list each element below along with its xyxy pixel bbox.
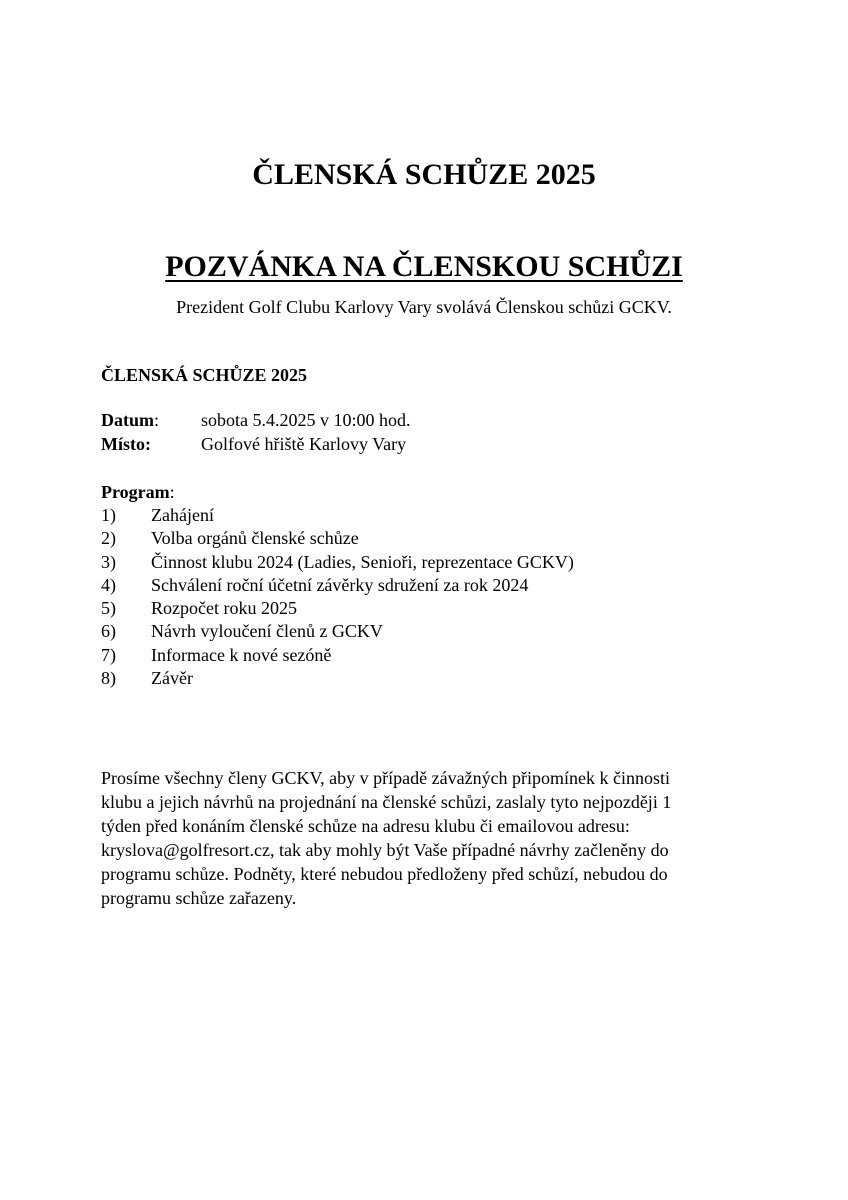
date-row: [101, 408, 411, 432]
note-line: programu schůze zařazeny.: [101, 888, 297, 908]
program-item-number: 8): [101, 668, 116, 689]
place-row: [101, 432, 406, 456]
note-line: klubu a jejich návrhů na projednání na členské schůzi, zaslaly tyto nejpozději 1: [101, 792, 672, 812]
program-item-text: Návrh vyloučení členů z GCKV: [151, 621, 383, 642]
program-item-number: 7): [101, 644, 116, 665]
program-heading-label: Program: [101, 482, 170, 502]
program-item: [101, 644, 574, 667]
program-item: [101, 620, 574, 643]
invitation-heading: POZVÁNKA NA ČLENSKOU SCHŮZI: [165, 250, 683, 283]
date-label-wrap: [101, 408, 201, 432]
program-item-number: 1): [101, 505, 116, 525]
program-heading: [101, 480, 175, 504]
program-heading-colon: :: [169, 482, 175, 502]
program-item-number: 2): [101, 528, 116, 549]
program-item: [101, 527, 574, 550]
document-title: ČLENSKÁ SCHŮZE 2025: [252, 158, 596, 191]
note-line: Prosíme všechny členy GCKV, aby v případě závažných připomínek k činnosti: [101, 768, 671, 788]
program-item: [101, 504, 574, 527]
note-paragraph: [101, 766, 751, 910]
program-item-text: Činnost klubu 2024 (Ladies, Senioři, reprezentace GCKV): [151, 551, 574, 572]
program-item: [101, 597, 574, 620]
program-list: [101, 504, 574, 690]
program-item-text: Informace k nové sezóně: [151, 644, 332, 665]
section-heading: ČLENSKÁ SCHŮZE 2025: [101, 365, 308, 385]
program-item-number: 4): [101, 574, 116, 595]
note-line: kryslova@golfresort.cz, tak aby mohly být Vaše případné návrhy začleněny do: [101, 840, 669, 860]
program-item-number: 5): [101, 598, 116, 619]
program-item-text: Volba orgánů členské schůze: [151, 528, 359, 549]
program-item-number: 6): [101, 621, 116, 642]
date-label-colon: :: [154, 410, 160, 430]
program-item: [101, 574, 574, 597]
date-value: sobota 5.4.2025 v 10:00 hod.: [201, 410, 411, 430]
note-line: týden před konáním členské schůze na adresu klubu či emailovou adresu:: [101, 816, 630, 836]
program-item: [101, 551, 574, 574]
program-item-text: Závěr: [151, 668, 193, 689]
program-item: [101, 667, 574, 690]
intro-text: Prezident Golf Clubu Karlovy Vary svolává Členskou schůzi GCKV.: [176, 297, 672, 317]
place-value: Golfové hřiště Karlovy Vary: [201, 434, 407, 454]
program-item-text: Rozpočet roku 2025: [151, 598, 297, 619]
date-label: Datum: [101, 410, 154, 430]
note-line: programu schůze. Podněty, které nebudou předloženy před schůzí, nebudou do: [101, 864, 668, 884]
program-item-number: 3): [101, 551, 116, 572]
program-item-text: Schválení roční účetní závěrky sdružení za rok 2024: [151, 574, 529, 595]
program-item-text: Zahájení: [151, 505, 214, 525]
place-label: Místo:: [101, 434, 151, 454]
